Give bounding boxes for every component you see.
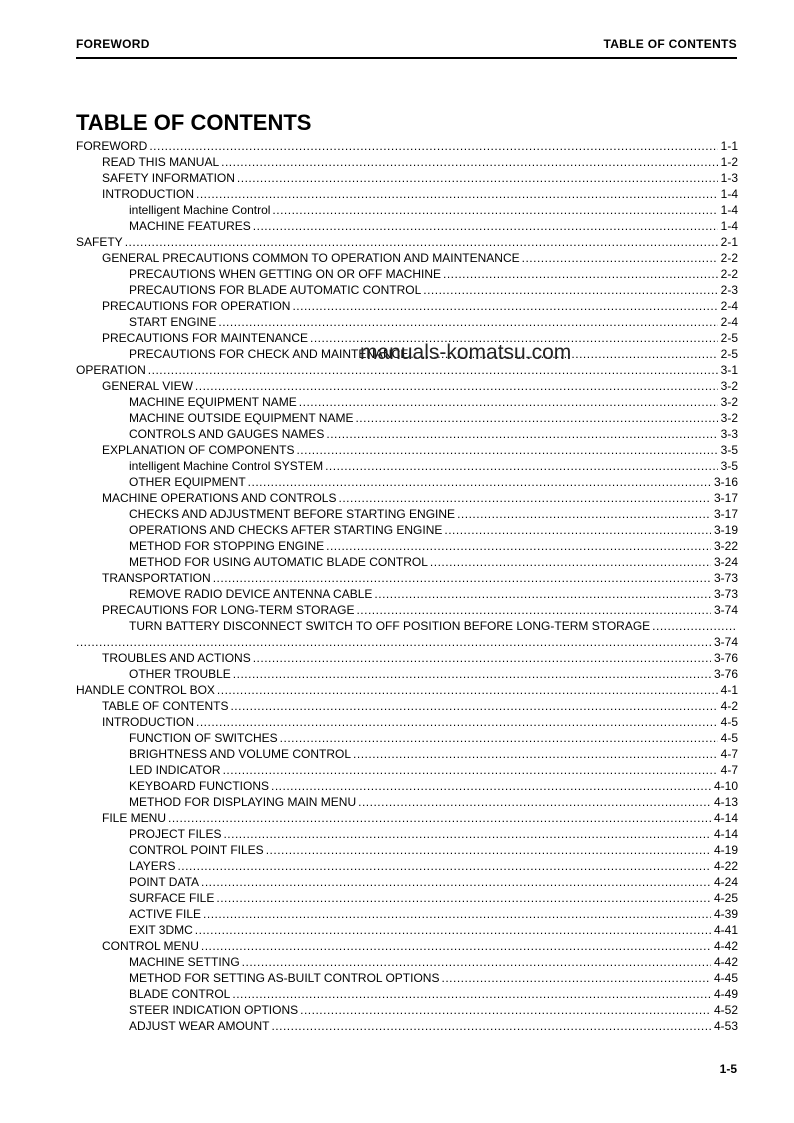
toc-leader-dots	[223, 826, 711, 842]
toc-leader-dots	[353, 746, 718, 762]
toc-entry-label: TROUBLES AND ACTIONS	[102, 651, 251, 665]
toc-entry-label: FILE MENU	[102, 811, 167, 825]
toc-entry[interactable]	[76, 842, 738, 858]
toc-entry-label: PRECAUTIONS WHEN GETTING ON OR OFF MACHINE	[129, 267, 442, 281]
toc-leader-dots	[149, 138, 717, 154]
toc-entry-page: 4-52	[713, 1003, 738, 1017]
toc-leader-dots	[271, 778, 711, 794]
toc-entry-label: MACHINE OPERATIONS AND CONTROLS	[102, 491, 337, 505]
toc-entry-page: 3-16	[713, 475, 738, 489]
toc-entry-label: READ THIS MANUAL	[102, 155, 220, 169]
toc-entry[interactable]	[76, 170, 738, 186]
toc-entry-page: 4-42	[713, 939, 738, 953]
toc-entry-label: EXPLANATION OF COMPONENTS	[102, 443, 295, 457]
toc-entry-label: METHOD FOR STOPPING ENGINE	[129, 539, 325, 553]
toc-leader-dots	[522, 250, 718, 266]
watermark: manuals-komatsu.com	[360, 341, 572, 364]
toc-leader-dots	[374, 586, 711, 602]
toc-entry-page: 3-73	[713, 571, 738, 585]
page-header	[76, 37, 737, 53]
toc-entry-page: 4-49	[713, 987, 738, 1001]
toc-leader-dots	[242, 954, 711, 970]
toc-leader-dots	[232, 986, 711, 1002]
toc-entry-page: 3-2	[720, 411, 738, 425]
toc-leader-dots	[326, 426, 717, 442]
toc-entry-page: 3-73	[713, 587, 738, 601]
toc-entry-label: EXIT 3DMC	[129, 923, 193, 937]
toc-entry-label: PRECAUTIONS FOR LONG-TERM STORAGE	[102, 603, 355, 617]
toc-leader-dots	[423, 282, 717, 298]
toc-entry-page: 1-2	[720, 155, 738, 169]
toc-leader-dots	[358, 794, 711, 810]
toc-entry-label: STEER INDICATION OPTIONS	[129, 1003, 299, 1017]
toc-leader-dots	[230, 698, 717, 714]
toc-leader-dots	[223, 762, 718, 778]
toc-entry-page: 4-14	[713, 811, 738, 825]
toc-leader-dots	[430, 554, 711, 570]
toc-entry-page: 2-5	[720, 331, 738, 345]
toc-entry[interactable]	[76, 298, 738, 314]
toc-entry-label: GENERAL PRECAUTIONS COMMON TO OPERATION AND MAINTENANCE	[102, 251, 520, 265]
toc-entry[interactable]	[76, 282, 738, 298]
toc-leader-dots	[248, 474, 711, 490]
toc-entry[interactable]	[76, 554, 738, 570]
toc-entry[interactable]	[76, 522, 738, 538]
toc-entry-page: 2-1	[720, 235, 738, 249]
toc-entry-label: METHOD FOR SETTING AS-BUILT CONTROL OPTIONS	[129, 971, 440, 985]
toc-entry[interactable]	[76, 922, 738, 938]
toc-leader-dots	[203, 906, 711, 922]
toc-entry-label: SURFACE FILE	[129, 891, 215, 905]
toc-leader-dots	[221, 154, 718, 170]
toc-leader-dots	[356, 602, 711, 618]
toc-entry[interactable]	[76, 186, 738, 202]
toc-entry[interactable]	[76, 682, 738, 698]
toc-entry-label: PRECAUTIONS FOR OPERATION	[102, 299, 291, 313]
toc-entry-label: FUNCTION OF SWITCHES	[129, 731, 278, 745]
toc-leader-dots	[457, 506, 711, 522]
toc-entry-page: 2-4	[720, 299, 738, 313]
toc-entry-label: TABLE OF CONTENTS	[102, 699, 229, 713]
toc-entry[interactable]	[76, 730, 738, 746]
toc-entry[interactable]	[76, 746, 738, 762]
toc-entry-label: MACHINE EQUIPMENT NAME	[129, 395, 297, 409]
toc-entry[interactable]	[76, 714, 738, 730]
toc-entry-label: CONTROLS AND GAUGES NAMES	[129, 427, 325, 441]
toc-entry[interactable]	[76, 394, 738, 410]
toc-entry[interactable]	[76, 666, 738, 682]
toc-leader-dots	[195, 922, 711, 938]
toc-entry-label: intelligent Machine Control	[129, 203, 271, 217]
toc-leader-dots	[218, 314, 717, 330]
toc-entry-page: 4-13	[713, 795, 738, 809]
toc-entry-label: START ENGINE	[129, 315, 217, 329]
toc-entry-label: CONTROL POINT FILES	[129, 843, 264, 857]
toc-entry[interactable]	[76, 954, 738, 970]
toc-entry-page: 1-4	[720, 187, 738, 201]
toc-entry[interactable]	[76, 442, 738, 458]
toc-entry[interactable]	[76, 314, 738, 330]
toc-entry[interactable]	[76, 218, 738, 234]
toc-entry[interactable]	[76, 698, 738, 714]
page-title: TABLE OF CONTENTS	[76, 110, 312, 135]
toc-leader-dots	[338, 490, 710, 506]
toc-entry-page: 3-17	[713, 491, 738, 505]
toc-entry-label: INTRODUCTION	[102, 715, 194, 729]
toc-entry[interactable]	[76, 154, 738, 170]
toc-entry-page: 4-7	[720, 763, 738, 777]
toc-leader-dots	[233, 666, 711, 682]
toc-entry[interactable]	[76, 538, 738, 554]
toc-entry-label: MACHINE FEATURES	[129, 219, 251, 233]
toc-entry-label: ACTIVE FILE	[129, 907, 202, 921]
toc-entry[interactable]	[76, 986, 738, 1002]
toc-leader-dots	[280, 730, 718, 746]
toc-entry-page: 4-1	[720, 683, 738, 697]
toc-leader-dots	[195, 378, 718, 394]
toc-leader-dots	[201, 874, 711, 890]
toc-entry-label: MACHINE SETTING	[129, 955, 240, 969]
toc-entry-label: OTHER TROUBLE	[129, 667, 231, 681]
toc-entry-page: 2-3	[720, 283, 738, 297]
toc-entry-page: 3-74	[713, 603, 738, 617]
toc-entry-label: CONTROL MENU	[102, 939, 199, 953]
toc-entry-label: PRECAUTIONS FOR MAINTENANCE	[102, 331, 309, 345]
toc-entry[interactable]	[76, 458, 738, 474]
toc-entry-page: 4-22	[713, 859, 738, 873]
toc-leader-dots	[300, 1002, 711, 1018]
toc-leader-dots	[272, 202, 717, 218]
toc-leader-dots	[253, 650, 711, 666]
toc-entry-label: TURN BATTERY DISCONNECT SWITCH TO OFF POSITION BEFORE LONG-TERM STORAGE	[129, 619, 651, 633]
toc-entry[interactable]	[76, 474, 738, 490]
toc-leader-dots	[168, 810, 711, 826]
toc-entry-page: 3-2	[720, 379, 738, 393]
toc-entry-page: 3-2	[720, 395, 738, 409]
toc-entry[interactable]	[76, 410, 738, 426]
toc-entry[interactable]	[76, 970, 738, 986]
toc-entry-label: OPERATION	[76, 363, 146, 377]
toc-entry[interactable]	[76, 1018, 738, 1034]
toc-entry-label: REMOVE RADIO DEVICE ANTENNA CABLE	[129, 587, 373, 601]
toc-entry[interactable]	[76, 890, 738, 906]
toc-entry-page: 4-24	[713, 875, 738, 889]
toc-entry-page: 4-10	[713, 779, 738, 793]
toc-entry-page: 4-45	[713, 971, 738, 985]
toc-entry[interactable]	[76, 202, 738, 218]
toc-leader-dots	[217, 682, 718, 698]
toc-entry-page: 4-5	[720, 715, 738, 729]
toc-entry-label: ADJUST WEAR AMOUNT	[129, 1019, 270, 1033]
page-number: 1-5	[719, 1062, 737, 1076]
header-chapter-label: TABLE OF CONTENTS	[603, 37, 737, 51]
toc-entry-label: KEYBOARD FUNCTIONS	[129, 779, 270, 793]
toc-entry-page: 3-3	[720, 427, 738, 441]
toc-entry-label: POINT DATA	[129, 875, 200, 889]
toc-entry-label: CHECKS AND ADJUSTMENT BEFORE STARTING ENGINE	[129, 507, 456, 521]
toc-leader-dots	[441, 970, 710, 986]
toc-entry[interactable]	[76, 874, 738, 890]
toc-entry[interactable]	[76, 266, 738, 282]
toc-entry-page: 4-14	[713, 827, 738, 841]
toc-entry[interactable]	[76, 810, 738, 826]
toc-entry-page: 4-7	[720, 747, 738, 761]
toc-entry-page: 1-1	[720, 139, 738, 153]
toc-leader-dots	[253, 218, 718, 234]
toc-leader-dots	[216, 890, 711, 906]
toc-entry[interactable]	[76, 906, 738, 922]
toc-leader-dots	[296, 442, 717, 458]
toc-entry-label: SAFETY	[76, 235, 123, 249]
toc-entry-page: 4-5	[720, 731, 738, 745]
toc-entry[interactable]	[76, 826, 738, 842]
toc-entry-label: PRECAUTIONS FOR BLADE AUTOMATIC CONTROL	[129, 283, 422, 297]
toc-entry-page: 3-76	[713, 651, 738, 665]
toc-entry-page: 2-2	[720, 267, 738, 281]
toc-entry[interactable]	[76, 250, 738, 266]
header-rule	[76, 57, 737, 59]
toc-entry-page: 3-74	[713, 635, 738, 649]
toc-leader-dots	[237, 170, 718, 186]
toc-entry-page: 4-39	[713, 907, 738, 921]
toc-entry[interactable]	[76, 602, 738, 618]
toc-leader-dots	[299, 394, 718, 410]
toc-entry-label: BRIGHTNESS AND VOLUME CONTROL	[129, 747, 352, 761]
toc-entry-page: 1-4	[720, 203, 738, 217]
toc-entry-page: 3-24	[713, 555, 738, 569]
toc-leader-dots	[444, 522, 711, 538]
toc-leader-dots	[196, 186, 718, 202]
toc-entry-page: 3-1	[720, 363, 738, 377]
toc-entry-label: FOREWORD	[76, 139, 148, 153]
toc-entry[interactable]	[76, 794, 738, 810]
toc-entry-page: 3-22	[713, 539, 738, 553]
toc-entry-page: 2-5	[720, 347, 738, 361]
toc-entry-label: LED INDICATOR	[129, 763, 221, 777]
toc-entry[interactable]	[76, 650, 738, 666]
toc-entry[interactable]	[76, 138, 738, 154]
toc-entry-page: 3-17	[713, 507, 738, 521]
toc-entry[interactable]	[76, 938, 738, 954]
toc-entry-page: 1-3	[720, 171, 738, 185]
toc-entry[interactable]	[76, 506, 738, 522]
toc-entry-label: OPERATIONS AND CHECKS AFTER STARTING ENGINE	[129, 523, 443, 537]
toc-leader-dots	[355, 410, 717, 426]
toc-entry-label: INTRODUCTION	[102, 187, 194, 201]
toc-entry[interactable]	[76, 762, 738, 778]
toc-entry-page: 3-19	[713, 523, 738, 537]
header-section-label: FOREWORD	[76, 37, 150, 51]
toc-leader-dots	[292, 298, 717, 314]
toc-entry-page: 3-5	[720, 459, 738, 473]
toc-entry-page: 4-41	[713, 923, 738, 937]
toc-entry-label: PROJECT FILES	[129, 827, 222, 841]
toc-leader-dots	[76, 634, 711, 650]
toc-entry[interactable]	[76, 778, 738, 794]
toc-entry-page: 4-53	[713, 1019, 738, 1033]
toc-entry-label: MACHINE OUTSIDE EQUIPMENT NAME	[129, 411, 354, 425]
toc-entry[interactable]	[76, 426, 738, 442]
toc-entry-label: METHOD FOR DISPLAYING MAIN MENU	[129, 795, 357, 809]
toc-entry-page: 2-4	[720, 315, 738, 329]
toc-entry-label: HANDLE CONTROL BOX	[76, 683, 215, 697]
toc-entry-label: OTHER EQUIPMENT	[129, 475, 246, 489]
toc-leader-dots	[196, 714, 718, 730]
toc-entry[interactable]	[76, 1002, 738, 1018]
toc-entry-label: intelligent Machine Control SYSTEM	[129, 459, 324, 473]
toc-entry[interactable]	[76, 858, 738, 874]
toc-entry-label: GENERAL VIEW	[102, 379, 193, 393]
toc-entry-page: 4-25	[713, 891, 738, 905]
toc-leader-dots	[326, 538, 711, 554]
toc-entry-page: 4-2	[720, 699, 738, 713]
toc-leader-dots	[443, 266, 718, 282]
toc-entry-page: 3-76	[713, 667, 738, 681]
toc-entry-page: 1-4	[720, 219, 738, 233]
toc-entry[interactable]	[76, 586, 738, 602]
toc-leader-dots	[325, 458, 718, 474]
toc-leader-dots	[652, 618, 736, 634]
toc-entry[interactable]	[76, 234, 738, 250]
toc-entry-page: 4-42	[713, 955, 738, 969]
toc-entry-label: TRANSPORTATION	[102, 571, 211, 585]
toc-entry-page: 3-5	[720, 443, 738, 457]
toc-entry-label: PRECAUTIONS FOR CHECK AND MAINTENANCE	[129, 347, 409, 361]
toc-entry[interactable]	[76, 378, 738, 394]
toc-entry[interactable]	[76, 618, 738, 650]
toc-entry-label: METHOD FOR USING AUTOMATIC BLADE CONTROL	[129, 555, 428, 569]
toc-leader-dots	[271, 1018, 711, 1034]
toc-entry-page: 4-19	[713, 843, 738, 857]
table-of-contents	[76, 138, 738, 1034]
toc-entry-page: 2-2	[720, 251, 738, 265]
toc-entry-label: BLADE CONTROL	[129, 987, 231, 1001]
toc-entry[interactable]	[76, 490, 738, 506]
toc-entry-label: LAYERS	[129, 859, 176, 873]
toc-entry[interactable]	[76, 570, 738, 586]
toc-entry-label: SAFETY INFORMATION	[102, 171, 235, 185]
toc-leader-dots	[125, 234, 718, 250]
toc-leader-dots	[266, 842, 711, 858]
toc-leader-dots	[177, 858, 711, 874]
toc-leader-dots	[213, 570, 711, 586]
toc-leader-dots	[201, 938, 711, 954]
